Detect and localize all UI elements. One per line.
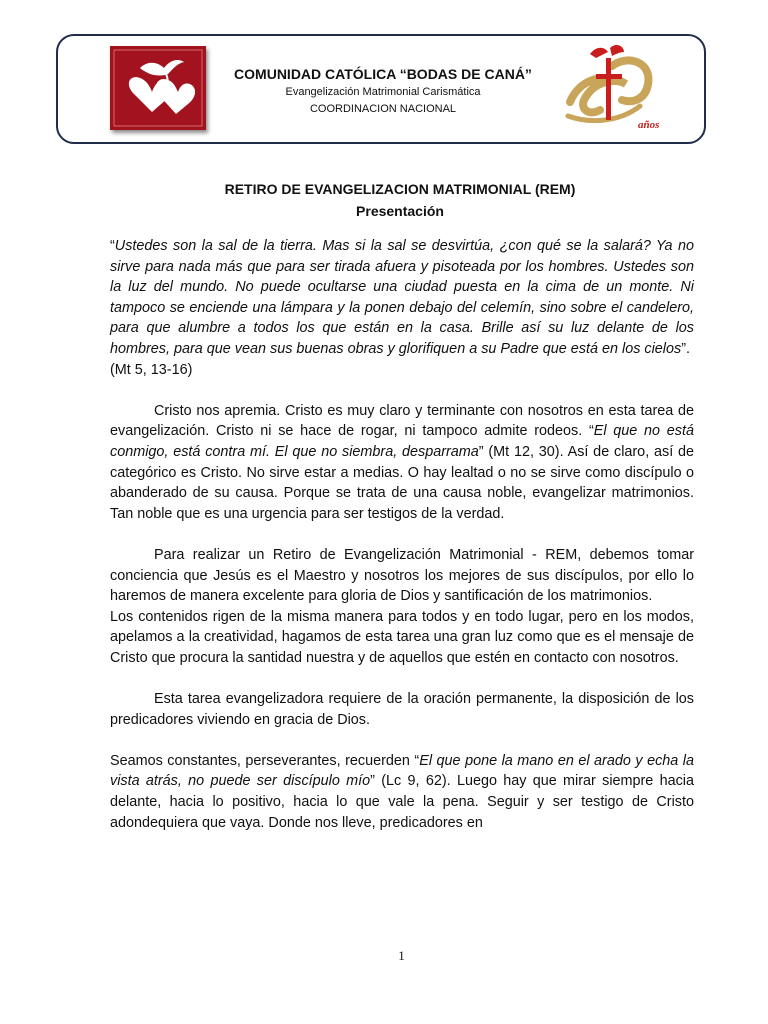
scripture-quote: “Ustedes son la sal de la tierra. Mas si la sal se desvirtúa, ¿con qué se la salará? Ya no sirve para nada más que para ser tirada afuera y pisoteada por los hombres. Ustedes son la luz del mundo. No puede ocultarse una ciudad puesta en la cima de un monte. Ni tampoco se enciende una lámpara y la ponen debajo del celemín, sino sobre el candelero, para que alumbre a todos los que están en la casa. Brille así su luz delante de los hombres, para que vean sus buenas obras y glorifiquen a su Padre que está en los cielos”. [110, 238, 694, 357]
anniversary-cross-logo-icon [560, 44, 664, 134]
document-title: RETIRO DE EVANGELIZACION MATRIMONIAL (REM) [224, 181, 576, 197]
document-subtitle: Presentación [356, 203, 444, 219]
org-coordination: COORDINACION NACIONAL [309, 103, 457, 115]
paragraph-5: Seamos constantes, perseverantes, recuerden “El que pone la mano en el arado y echa la vista atrás, no puede ser discípulo mío” (Lc 9, 62). Luego hay que mirar siempre hacia delante, hacia lo positivo, hacia lo que vale la pena. Seguir y ser testigo de Cristo adondequiera que vaya. Donde nos lleve, predicadores en [110, 752, 695, 831]
dove-over-hearts-logo-icon [110, 46, 206, 130]
page-number: 1 [398, 948, 405, 963]
document-body [110, 236, 694, 833]
scripture-quote-text: Ustedes son la sal de la tierra. Mas si la sal se desvirtúa, ¿con qué se la salará? Ya no sirve para nada más que para ser tirada afuera y pisoteada por los hombres. Ustedes son la luz del mundo. No puede ocultarse una ciudad puesta en la cima de un monte. Ni tampoco se enciende una lámpara y la ponen debajo del celemín, sino sobre el candelero, para que alumbre a todos los que están en la casa. Brille así su luz delante de los hombres, para que vean sus buenas obras y glorifiquen a su Padre que está en los cielos [110, 238, 694, 357]
anniversary-label: años [638, 119, 660, 131]
paragraph-3: Los contenidos rigen de la misma manera para todos y en todo lugar, pero en los modos, apelamos a la creatividad, hagamos de esta tarea una gran luz como que es el mensaje de Cristo que procura la santidad nuestra y de aquellos que estén en contacto con nosotros. [110, 608, 694, 666]
paragraph-2: Para realizar un Retiro de Evangelización Matrimonial - REM, debemos tomar conciencia que Jesús es el Maestro y nosotros los mejores de sus discípulos, por ello lo haremos de manera excelente para gloria de Dios y santificación de los matrimonios. [110, 546, 694, 605]
org-name: COMUNIDAD CATÓLICA “BODAS DE CANÁ” [234, 66, 532, 82]
paragraph-4: Esta tarea evangelizadora requiere de la oración permanente, la disposición de los predicadores viviendo en gracia de Dios. [110, 691, 694, 728]
paragraph-1: Cristo nos apremia. Cristo es muy claro y terminante con nosotros en esta tarea de evangelización. Cristo ni se hace de rogar, ni tampoco admite rodeos. “El que no está conmigo, está contra mí. El que no siembra, desparrama” (Mt 12, 30). Así de claro, así de categórico es Cristo. No sirve estar a medias. O hay lealtad o no se sirve como discípulo o abanderado de su causa. Porque se trata de una causa noble, evangelizar matrimonios. Tan noble que es una urgencia para ser testigos de la verdad. [110, 402, 694, 522]
org-subtitle: Evangelización Matrimonial Carismática [285, 86, 481, 98]
header-box [56, 34, 706, 144]
scripture-reference: (Mt 5, 13-16) [110, 361, 193, 378]
